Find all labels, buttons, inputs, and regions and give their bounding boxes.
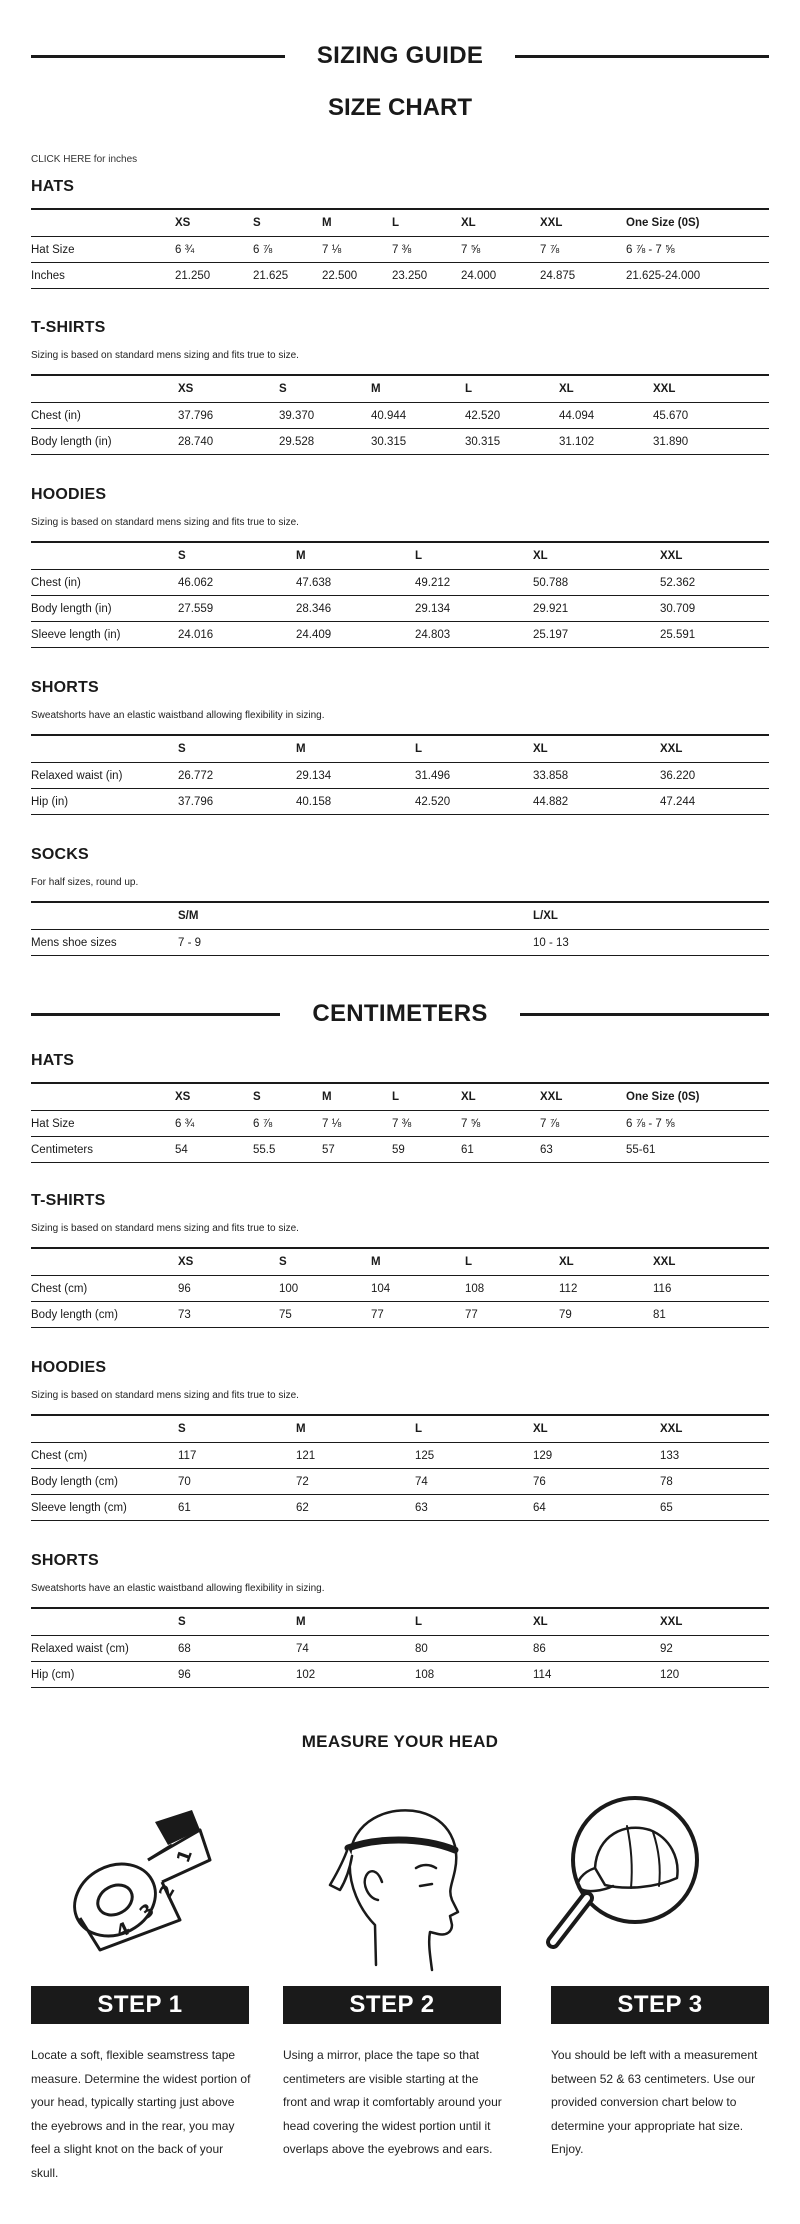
table-cell: 121 (296, 1443, 415, 1469)
column-header: XXL (660, 1415, 769, 1443)
table-cell: 63 (415, 1495, 533, 1521)
row-label: Body length (cm) (31, 1302, 178, 1328)
table-cell: 59 (392, 1137, 461, 1163)
table-cell: 6 ⅞ (253, 237, 322, 263)
table-header-row (31, 1248, 769, 1276)
row-label: Body length (in) (31, 429, 178, 455)
size-chart-title: SIZE CHART (328, 94, 472, 121)
table-cell: 61 (178, 1495, 296, 1521)
table-cell: 108 (415, 1662, 533, 1688)
table-cell: 114 (533, 1662, 660, 1688)
column-header (31, 1608, 178, 1636)
table-cell: 64 (533, 1495, 660, 1521)
tape-number: 1 (172, 1846, 197, 1866)
column-header: XS (175, 1083, 253, 1111)
hats-table-cm (31, 1082, 769, 1163)
table-cell: 49.212 (415, 570, 533, 596)
section-note: Sweatshorts have an elastic waistband allowing flexibility in sizing. (31, 710, 325, 721)
row-label: Relaxed waist (cm) (31, 1636, 178, 1662)
column-header: XL (461, 209, 540, 237)
section-title-shorts: SHORTS (31, 1552, 99, 1569)
socks-table (31, 901, 769, 956)
table-cell: 24.875 (540, 263, 626, 289)
table-row (31, 1662, 769, 1688)
table-cell: 81 (653, 1302, 769, 1328)
table-cell: 92 (660, 1636, 769, 1662)
column-header: L (415, 735, 533, 763)
table-cell: 7 ⅛ (322, 237, 392, 263)
column-header: M (371, 375, 465, 403)
table-cell: 100 (279, 1276, 371, 1302)
table-cell: 7 ⅞ (540, 1111, 626, 1137)
table-row (31, 1443, 769, 1469)
table-cell: 116 (653, 1276, 769, 1302)
sizing-guide-banner (31, 42, 769, 70)
table-cell: 7 ⅝ (461, 237, 540, 263)
column-header: XXL (660, 542, 769, 570)
column-header (31, 375, 178, 403)
table-header-row (31, 542, 769, 570)
row-label: Body length (in) (31, 596, 178, 622)
column-header (31, 542, 178, 570)
table-cell: 28.740 (178, 429, 279, 455)
column-header: XS (178, 1248, 279, 1276)
section-title-hoodies: HOODIES (31, 486, 107, 503)
table-cell: 52.362 (660, 570, 769, 596)
column-header: S (279, 375, 371, 403)
table-cell: 36.220 (660, 763, 769, 789)
table-cell: 40.944 (371, 403, 465, 429)
step-3-text: You should be left with a measurement between 52 & 63 centimeters. Use our provided conversion chart below to determine your appropriate hat size. Enjoy. (551, 2048, 758, 2156)
centimeters-banner (31, 1000, 769, 1028)
row-label: Sleeve length (in) (31, 622, 178, 648)
column-header (31, 902, 178, 930)
section-title-socks: SOCKS (31, 846, 89, 863)
table-row (31, 570, 769, 596)
row-label: Chest (cm) (31, 1276, 178, 1302)
column-header: XXL (653, 375, 769, 403)
table-row (31, 263, 769, 289)
table-cell: 7 ⅜ (392, 237, 461, 263)
table-header-row (31, 1415, 769, 1443)
column-header: M (296, 735, 415, 763)
table-cell: 44.882 (533, 789, 660, 815)
table-cell: 24.409 (296, 622, 415, 648)
table-cell: 50.788 (533, 570, 660, 596)
table-cell: 25.197 (533, 622, 660, 648)
table-cell: 44.094 (559, 403, 653, 429)
table-cell: 25.591 (660, 622, 769, 648)
section-note: Sweatshorts have an elastic waistband allowing flexibility in sizing. (31, 1583, 325, 1594)
section-title-hats: HATS (31, 1052, 75, 1069)
section-title-tshirts: T-SHIRTS (31, 1192, 106, 1209)
table-cell: 65 (660, 1495, 769, 1521)
table-cell: 55.5 (253, 1137, 322, 1163)
column-header: L (465, 1248, 559, 1276)
table-row (31, 930, 769, 956)
table-cell: 31.102 (559, 429, 653, 455)
section-note: For half sizes, round up. (31, 877, 139, 888)
table-cell: 76 (533, 1469, 660, 1495)
table-cell: 96 (178, 1662, 296, 1688)
table-cell: 63 (540, 1137, 626, 1163)
column-header: S/M (178, 902, 533, 930)
table-row (31, 622, 769, 648)
row-label: Hip (cm) (31, 1662, 178, 1688)
table-cell: 21.250 (175, 263, 253, 289)
table-cell: 74 (296, 1636, 415, 1662)
table-cell: 120 (660, 1662, 769, 1688)
column-header: XS (178, 375, 279, 403)
table-cell: 30.709 (660, 596, 769, 622)
section-note: Sizing is based on standard mens sizing and fits true to size. (31, 1390, 299, 1401)
hoodies-table-inches (31, 541, 769, 648)
column-header: M (322, 1083, 392, 1111)
table-cell: 39.370 (279, 403, 371, 429)
table-cell: 6 ⅞ - 7 ⅝ (626, 237, 769, 263)
row-label: Hat Size (31, 237, 175, 263)
column-header: L (465, 375, 559, 403)
tshirts-table-cm (31, 1247, 769, 1328)
column-header (31, 735, 178, 763)
section-title-shorts: SHORTS (31, 679, 99, 696)
table-cell: 23.250 (392, 263, 461, 289)
centimeters-title: CENTIMETERS (312, 1000, 488, 1027)
measure-head-title: MEASURE YOUR HEAD (301, 1732, 499, 1751)
column-header: L (392, 1083, 461, 1111)
column-header: L (415, 1608, 533, 1636)
table-cell: 6 ¾ (175, 237, 253, 263)
table-cell: 26.772 (178, 763, 296, 789)
column-header: XXL (540, 1083, 626, 1111)
table-cell: 29.921 (533, 596, 660, 622)
table-cell: 54 (175, 1137, 253, 1163)
table-cell: 7 ⅝ (461, 1111, 540, 1137)
column-header: XL (533, 735, 660, 763)
section-title-tshirts: T-SHIRTS (31, 319, 106, 336)
column-header: One Size (0S) (626, 1083, 769, 1111)
table-row (31, 1636, 769, 1662)
table-row (31, 1302, 769, 1328)
table-cell: 29.134 (296, 763, 415, 789)
table-cell: 27.559 (178, 596, 296, 622)
table-cell: 112 (559, 1276, 653, 1302)
row-label: Hat Size (31, 1111, 175, 1137)
column-header: M (296, 1415, 415, 1443)
table-cell: 78 (660, 1469, 769, 1495)
row-label: Hip (in) (31, 789, 178, 815)
table-cell: 129 (533, 1443, 660, 1469)
row-label: Body length (cm) (31, 1469, 178, 1495)
column-header: S (178, 1415, 296, 1443)
table-cell: 24.000 (461, 263, 540, 289)
page-title: SIZING GUIDE (316, 42, 484, 69)
table-cell: 42.520 (415, 789, 533, 815)
table-cell: 31.890 (653, 429, 769, 455)
column-header: XXL (660, 1608, 769, 1636)
table-cell: 125 (415, 1443, 533, 1469)
column-header: S (178, 735, 296, 763)
table-header-row (31, 209, 769, 237)
table-row (31, 237, 769, 263)
hoodies-table-cm (31, 1414, 769, 1521)
table-row (31, 1276, 769, 1302)
column-header: One Size (0S) (626, 209, 769, 237)
column-header: M (296, 1608, 415, 1636)
tape-measure-icon (60, 1800, 220, 1960)
column-header: M (296, 542, 415, 570)
table-cell: 47.638 (296, 570, 415, 596)
column-header: M (371, 1248, 465, 1276)
shorts-table-cm (31, 1607, 769, 1688)
table-cell: 74 (415, 1469, 533, 1495)
row-label: Chest (in) (31, 570, 178, 596)
table-cell: 47.244 (660, 789, 769, 815)
column-header: L (415, 542, 533, 570)
table-cell: 104 (371, 1276, 465, 1302)
table-cell: 6 ⅞ (253, 1111, 322, 1137)
table-cell: 45.670 (653, 403, 769, 429)
divider (515, 55, 769, 58)
tape-number: 4 (113, 1918, 134, 1943)
table-cell: 96 (178, 1276, 279, 1302)
table-row (31, 1137, 769, 1163)
column-header: L/XL (533, 902, 769, 930)
column-header: S (279, 1248, 371, 1276)
table-cell: 10 - 13 (533, 930, 769, 956)
table-header-row (31, 735, 769, 763)
table-cell: 79 (559, 1302, 653, 1328)
row-label: Relaxed waist (in) (31, 763, 178, 789)
units-toggle-link[interactable]: CLICK HERE for inches (31, 154, 138, 165)
column-header: XL (559, 1248, 653, 1276)
column-header: S (253, 209, 322, 237)
column-header: S (178, 1608, 296, 1636)
table-row (31, 763, 769, 789)
table-cell: 40.158 (296, 789, 415, 815)
section-note: Sizing is based on standard mens sizing and fits true to size. (31, 517, 299, 528)
table-cell: 7 ⅞ (540, 237, 626, 263)
column-header: S (178, 542, 296, 570)
shorts-table-inches (31, 734, 769, 815)
column-header (31, 1083, 175, 1111)
magnifier-cap-icon (535, 1790, 705, 1970)
table-cell: 29.528 (279, 429, 371, 455)
column-header: XL (533, 542, 660, 570)
column-header (31, 1415, 178, 1443)
table-cell: 29.134 (415, 596, 533, 622)
table-row (31, 403, 769, 429)
row-label: Sleeve length (cm) (31, 1495, 178, 1521)
column-header: XXL (660, 735, 769, 763)
table-cell: 62 (296, 1495, 415, 1521)
table-row (31, 596, 769, 622)
column-header: L (392, 209, 461, 237)
table-cell: 7 ⅜ (392, 1111, 461, 1137)
tape-number: 2 (155, 1881, 180, 1903)
table-cell: 117 (178, 1443, 296, 1469)
table-row (31, 1111, 769, 1137)
table-cell: 72 (296, 1469, 415, 1495)
column-header: XL (559, 375, 653, 403)
column-header (31, 1248, 178, 1276)
column-header: XL (461, 1083, 540, 1111)
divider (520, 1013, 769, 1016)
table-cell: 24.016 (178, 622, 296, 648)
head-measure-icon (320, 1790, 480, 1980)
step-2-text: Using a mirror, place the tape so that centimeters are visible starting at the front and wrap it comfortably around your head covering the widest portion until it overlaps above the eyebrows and ears. (283, 2048, 502, 2156)
table-cell: 86 (533, 1636, 660, 1662)
table-cell: 37.796 (178, 789, 296, 815)
column-header: XL (533, 1608, 660, 1636)
table-cell: 77 (465, 1302, 559, 1328)
table-cell: 6 ¾ (175, 1111, 253, 1137)
column-header: XXL (540, 209, 626, 237)
table-cell: 61 (461, 1137, 540, 1163)
tape-number: 3 (135, 1899, 159, 1924)
row-label: Chest (cm) (31, 1443, 178, 1469)
section-note: Sizing is based on standard mens sizing and fits true to size. (31, 350, 299, 361)
table-header-row (31, 375, 769, 403)
table-cell: 73 (178, 1302, 279, 1328)
table-cell: 37.796 (178, 403, 279, 429)
step-2-label: STEP 2 (283, 1986, 501, 2024)
step-1-label: STEP 1 (31, 1986, 249, 2024)
table-cell: 46.062 (178, 570, 296, 596)
column-header: L (415, 1415, 533, 1443)
table-cell: 70 (178, 1469, 296, 1495)
table-row (31, 1495, 769, 1521)
divider (31, 1013, 280, 1016)
table-cell: 21.625 (253, 263, 322, 289)
table-cell: 33.858 (533, 763, 660, 789)
table-cell: 80 (415, 1636, 533, 1662)
table-cell: 7 - 9 (178, 930, 533, 956)
column-header (31, 209, 175, 237)
table-cell: 108 (465, 1276, 559, 1302)
table-cell: 6 ⅞ - 7 ⅝ (626, 1111, 769, 1137)
table-cell: 42.520 (465, 403, 559, 429)
table-cell: 77 (371, 1302, 465, 1328)
table-cell: 75 (279, 1302, 371, 1328)
table-cell: 68 (178, 1636, 296, 1662)
row-label: Inches (31, 263, 175, 289)
step-1-text: Locate a soft, flexible seamstress tape measure. Determine the widest portion of your head, typically starting just above the eyebrows and in the rear, you may feel a slight knot on the back of your skull. (31, 2048, 251, 2180)
column-header: XXL (653, 1248, 769, 1276)
table-cell: 28.346 (296, 596, 415, 622)
column-header: XS (175, 209, 253, 237)
table-row (31, 1469, 769, 1495)
step-3-label: STEP 3 (551, 1986, 769, 2024)
table-header-row (31, 1083, 769, 1111)
row-label: Centimeters (31, 1137, 175, 1163)
section-note: Sizing is based on standard mens sizing and fits true to size. (31, 1223, 299, 1234)
table-cell: 30.315 (371, 429, 465, 455)
table-row (31, 429, 769, 455)
table-cell: 133 (660, 1443, 769, 1469)
column-header: M (322, 209, 392, 237)
section-title-hats: HATS (31, 178, 75, 195)
table-cell: 7 ⅛ (322, 1111, 392, 1137)
table-header-row (31, 902, 769, 930)
divider (31, 55, 285, 58)
column-header: XL (533, 1415, 660, 1443)
table-header-row (31, 1608, 769, 1636)
table-cell: 24.803 (415, 622, 533, 648)
row-label: Mens shoe sizes (31, 930, 178, 956)
table-row (31, 789, 769, 815)
table-cell: 31.496 (415, 763, 533, 789)
table-cell: 21.625-24.000 (626, 263, 769, 289)
table-cell: 55-61 (626, 1137, 769, 1163)
hats-table-inches (31, 208, 769, 289)
row-label: Chest (in) (31, 403, 178, 429)
table-cell: 22.500 (322, 263, 392, 289)
section-title-hoodies: HOODIES (31, 1359, 107, 1376)
column-header: S (253, 1083, 322, 1111)
table-cell: 102 (296, 1662, 415, 1688)
tshirts-table-inches (31, 374, 769, 455)
table-cell: 30.315 (465, 429, 559, 455)
table-cell: 57 (322, 1137, 392, 1163)
